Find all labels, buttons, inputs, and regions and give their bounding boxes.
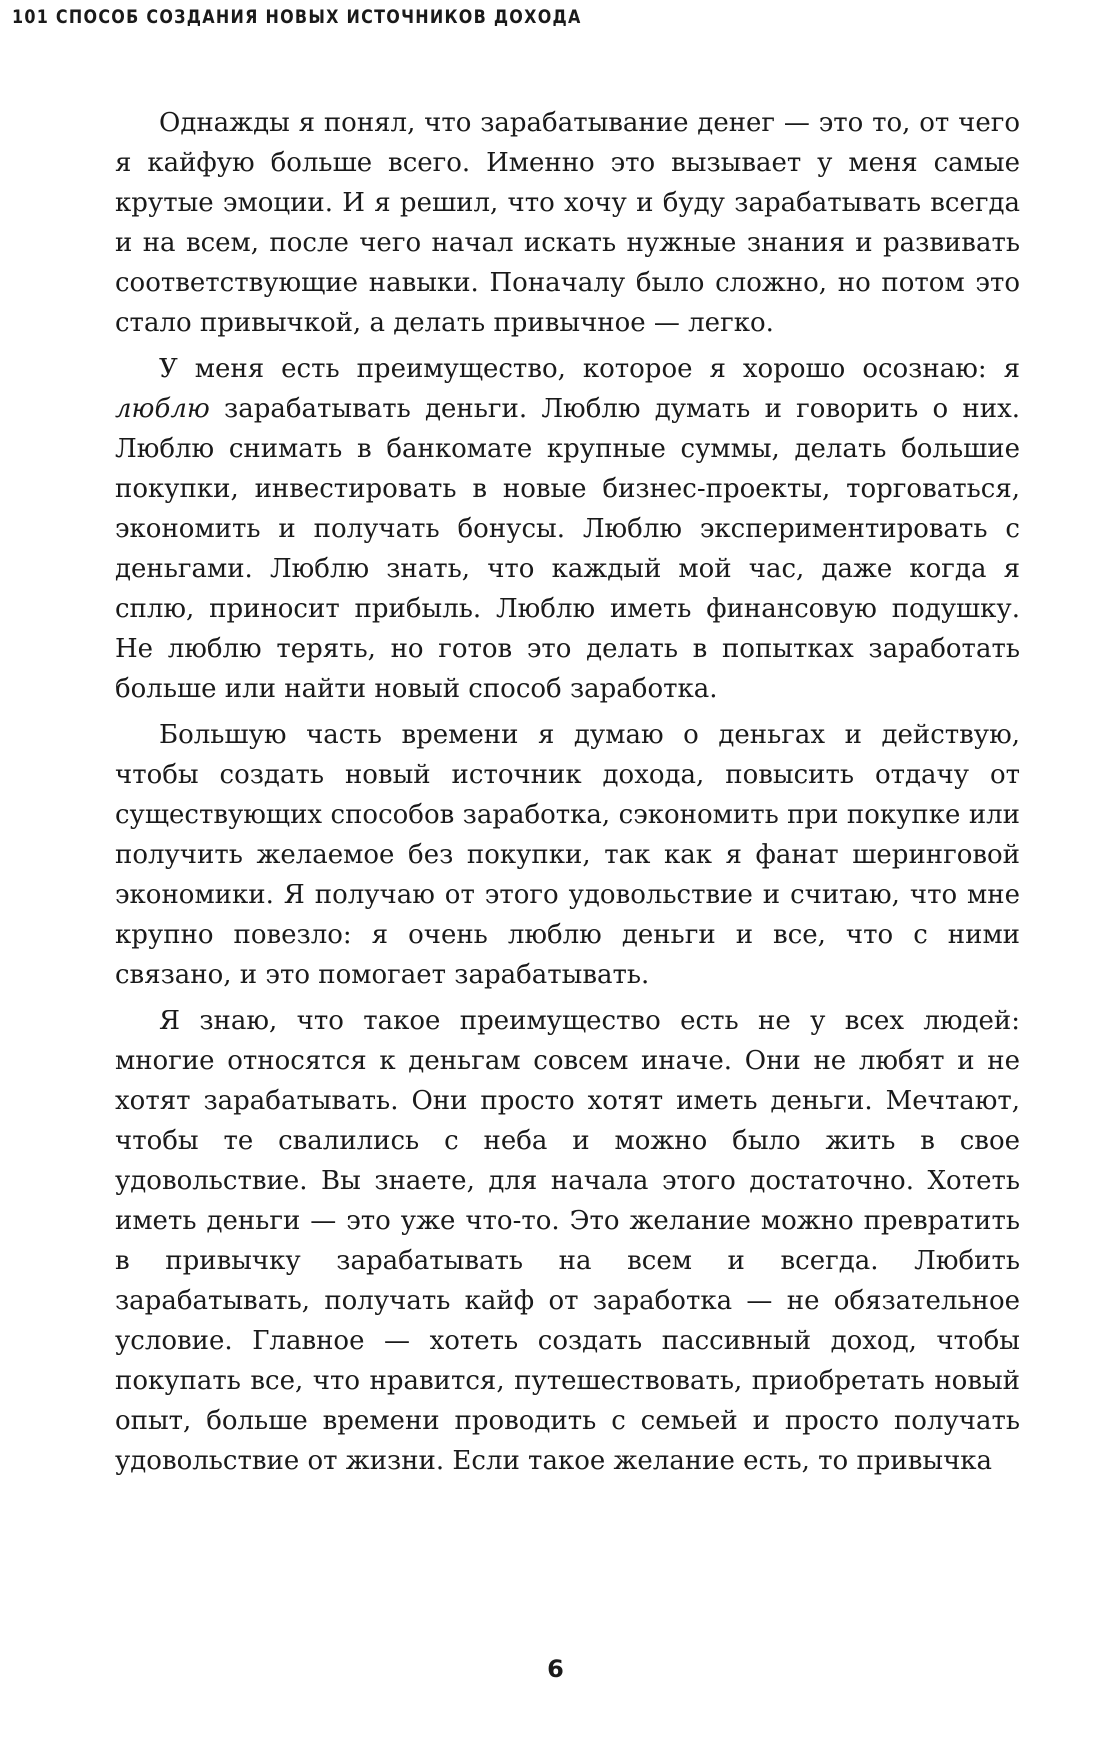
running-head: 101 СПОСОБ СОЗДАНИЯ НОВЫХ ИСТОЧНИКОВ ДОХОДА xyxy=(12,6,582,28)
body-text xyxy=(115,103,1020,1487)
emphasis-word: люблю xyxy=(115,394,210,424)
paragraph-3: Большую часть времени я думаю о деньгах и действую, чтобы создать новый источник дохода, повысить отдачу от существующих способов заработка, сэкономить при покупке или получить желаемое без покупки, так как я фанат шеринговой экономики. Я получаю от этого удовольствие и считаю, что мне крупно повезло: я очень люблю деньги и все, что с ними связано, и это помогает зарабатывать. xyxy=(115,720,1020,990)
paragraph-2-start: У меня есть преимущество, которое я хорошо осознаю: я xyxy=(159,354,1020,384)
paragraph-2-rest: зарабатывать деньги. Люблю думать и говорить о них. Люблю снимать в банкомате крупные суммы, делать большие покупки, инвестировать в новые бизнес-проекты, торговаться, экономить и получать бонусы. Люблю экспериментировать с деньгами. Люблю знать, что каждый мой час, даже когда я сплю, приносит прибыль. Люблю иметь финансовую подушку. Не люблю терять, но готов это делать в попытках заработать больше или найти новый способ заработка. xyxy=(115,394,1020,704)
paragraph-2 xyxy=(115,349,1020,709)
page-number: 6 xyxy=(547,1655,564,1683)
paragraph-4: Я знаю, что такое преимущество есть не у всех людей: многие относятся к деньгам совсем иначе. Они не любят и не хотят зарабатывать. Они просто хотят иметь деньги. Мечтают, чтобы те свалились с неба и можно было жить в свое удовольствие. Вы знаете, для начала этого достаточно. Хотеть иметь деньги — это уже что-то. Это желание можно превратить в привычку зарабатывать на всем и всегда. Любить зарабатывать, получать кайф от заработка — не обязательное условие. Главное — хотеть создать пассивный доход, чтобы покупать все, что нравится, путешествовать, приобретать новый опыт, больше времени проводить с семьей и просто получать удовольствие от жизни. Если такое желание есть, то привычка xyxy=(115,1006,1020,1476)
paragraph-1: Однажды я понял, что зарабатывание денег — это то, от чего я кайфую больше всего. Именно это вызывает у меня самые крутые эмоции. И я решил, что хочу и буду зарабатывать всегда и на всем, после чего начал искать нужные знания и развивать соответствующие навыки. Поначалу было сложно, но потом это стало привычкой, а делать привычное — легко. xyxy=(115,108,1020,338)
